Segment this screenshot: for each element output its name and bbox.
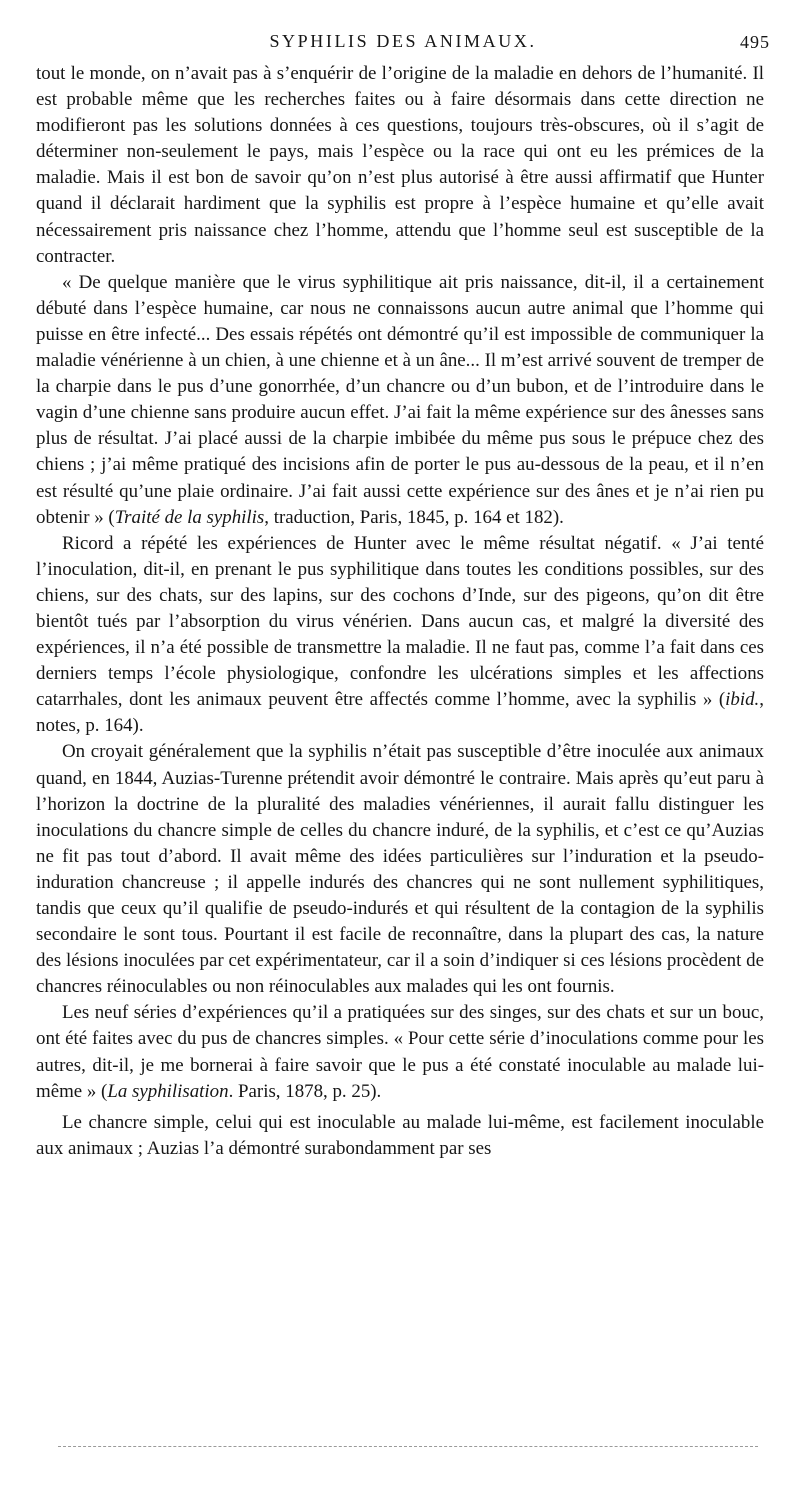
paragraph-text: . Paris, 1878, p. 25). bbox=[228, 1080, 382, 1102]
running-head bbox=[36, 31, 770, 57]
paragraph bbox=[36, 270, 764, 531]
page-number: 495 bbox=[740, 32, 770, 52]
paragraph-text: tout le monde, on n’avait pas à s’enquérir de l’origine de la maladie en dehors de l’humanité. Il est probable même que les recherches faites ou à faire désormais dans cette direction ne modifieront pas les solutions données à ces questions, toujours très-obscures, où il s’agit de déterminer non-seulement le pays, mais l’espèce ou la race qui ont eu les prémices de la maladie. Mais il est bon de savoir qu’on n’est plus autorisé à être aussi affirmatif que Hunter quand il déclarait hardiment que la syphilis est propre à l’espèce humaine et qu’elle avait nécessairement pris naissance chez l’homme, attendu que l’homme seul est susceptible de la contracter. bbox=[36, 63, 764, 267]
paragraph-text: Ricord a répété les expériences de Hunter avec le même résultat négatif. « J’ai tenté l’inoculation, dit-il, en prenant le pus syphilitique dans toutes les conditions possibles, sur des chiens, sur des chats, sur des lapins, sur des cochons d’Inde, sur des pigeons, qu’on dit être bientôt tués par l’absorption du virus vénérien. Dans aucun cas, et malgré la diversité des expériences, il n’a été possible de transmettre la maladie. Il ne faut pas, comme l’a fait dans ces derniers temps l’école physiologique, confondre les ulcérations simples et les affections catarrhales, dont les animaux peuvent être affectés comme l’homme, avec la syphilis » ( bbox=[36, 532, 764, 711]
citation-title: Traité de la syphilis bbox=[114, 506, 265, 528]
paragraph-text: Le chancre simple, celui qui est inoculable au malade lui-même, est facilement inoculable aux animaux ; Auzias l’a démontré surabondamment par ses bbox=[36, 1111, 764, 1159]
paragraph-text: , traduction, Paris, 1845, p. 164 et 182). bbox=[264, 506, 564, 528]
paragraph-text: Les neuf séries d’expériences qu’il a pratiquées sur des singes, sur des chats et sur un bouc, ont été faites avec du pus de chancres simples. « Pour cette série d’inoculations comme pour les autres, dit-il, je me bornerai à faire savoir que le pus a été constaté inoculable au malade lui-même » ( bbox=[36, 1002, 764, 1102]
footer-rule bbox=[58, 1446, 758, 1447]
body-text bbox=[36, 61, 764, 1162]
paragraph bbox=[36, 739, 764, 1000]
paragraph bbox=[36, 1110, 764, 1162]
paragraph-text: On croyait généralement que la syphilis n’était pas susceptible d’être inoculée aux animaux quand, en 1844, Auzias-Turenne prétendit avoir démontré le contraire. Mais après qu’eut paru à l’horizon la doctrine de la pluralité des maladies vénériennes, il aurait fallu distinguer les inoculations du chancre simple de celles du chancre induré, de la syphilis, et c’est ce qu’Auzias ne fit pas tout d’abord. Il avait même des idées particulières sur l’induration et la pseudo-induration chancreuse ; il appelle indurés des chancres qui ne sont nullement syphilitiques, tandis que ceux qu’il qualifie de pseudo-indurés et qui résultent de la contagion de la syphilis secondaire le sont tous. Pourtant il est facile de reconnaître, dans la plupart des cas, la nature des lésions inoculées par cet expérimentateur, car il a soin d’indiquer si ces lésions procèdent de chancres réinoculables ou non réinoculables aux malades qui les ont fournis. bbox=[36, 741, 764, 998]
paragraph-text: « De quelque manière que le virus syphilitique ait pris naissance, dit-il, il a certainement débuté dans l’espèce humaine, car nous ne connaissons aucun autre animal que l’homme qui puisse en être infecté... Des essais répétés ont démontré qu’il est impossible de communiquer la maladie vénérienne à un chien, à une chienne et à un âne... Il m’est arrivé souvent de tremper de la charpie dans le pus d’une gonorrhée, d’un chancre ou d’un bubon, et de l’introduire dans le vagin d’une chienne sans produire aucun effet. J’ai fait la même expérience sur des ânesses sans plus de résultat. J’ai placé aussi de la charpie imbibée du même pus sous le prépuce chez des chiens ; j’ai même pratiqué des incisions afin de porter le pus au-dessous de la peau, et il n’en est résulté qu’une plaie ordinaire. J’ai fait aussi cette expérience sur des ânes et je n’ai rien pu obtenir » ( bbox=[36, 271, 764, 528]
paragraph-text: , notes, p. 164). bbox=[36, 689, 764, 737]
paragraph bbox=[36, 1000, 764, 1104]
citation-title: ibid. bbox=[725, 689, 760, 711]
paragraph bbox=[36, 61, 764, 270]
citation-title: La syphilisation bbox=[107, 1080, 229, 1102]
running-title: SYPHILIS DES ANIMAUX. bbox=[269, 31, 537, 51]
paragraph bbox=[36, 531, 764, 740]
